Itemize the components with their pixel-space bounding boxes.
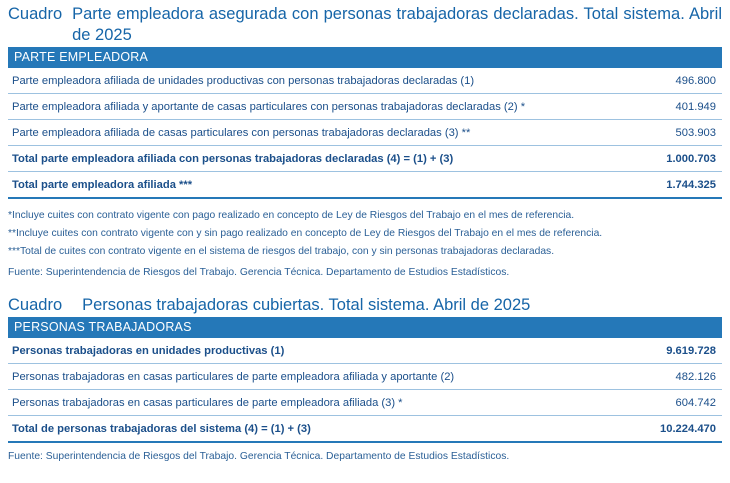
- table2-section-header: PERSONAS TRABAJADORAS: [8, 317, 722, 338]
- table1-row3-label: Total parte empleadora afiliada con personas trabajadoras declaradas (4) = (1) + (3): [8, 146, 592, 172]
- table1-row1-label: Parte empleadora afiliada y aportante de casas particulares con personas trabajadoras declaradas (2) *: [8, 94, 592, 120]
- table2-row2-value: 604.742: [592, 390, 722, 416]
- table-row: [8, 338, 722, 364]
- table2-row3-value: 10.224.470: [592, 416, 722, 443]
- table2-title-word: Cuadro: [8, 296, 63, 315]
- table1-title: [8, 4, 722, 45]
- table2-source: Fuente: Superintendencia de Riesgos del Trabajo. Gerencia Técnica. Departamento de Estudios Estadísticos.: [8, 451, 510, 463]
- table2-row0-label: Personas trabajadoras en unidades productivas (1): [8, 338, 592, 364]
- table1-row4-value: 1.744.325: [592, 172, 722, 199]
- table2-row3-label: Total de personas trabajadoras del sistema (4) = (1) + (3): [8, 416, 592, 443]
- table-row-total: [8, 416, 722, 443]
- table2-title-text: Personas trabajadoras cubiertas. Total sistema. Abril de 2025: [82, 296, 531, 315]
- table1-row1-value: 401.949: [592, 94, 722, 120]
- table2-row2-label: Personas trabajadoras en casas particulares de parte empleadora afiliada (3) *: [8, 390, 592, 416]
- table-row: [8, 364, 722, 390]
- table1-note-1: **Incluye cuites con contrato vigente con y sin pago realizado en concepto de Ley de Riesgos del Trabajo en el mes de referencia.: [8, 227, 603, 239]
- table2-row1-value: 482.126: [592, 364, 722, 390]
- table1-note-0: *Incluye cuites con contrato vigente con pago realizado en concepto de Ley de Riesgos del Trabajo en el mes de referencia.: [8, 210, 575, 222]
- table-row: [8, 68, 722, 94]
- table2-block: [8, 296, 722, 462]
- table1-source: Fuente: Superintendencia de Riesgos del Trabajo. Gerencia Técnica. Departamento de Estudios Estadísticos.: [8, 267, 510, 279]
- table-row: [8, 120, 722, 146]
- table1-row3-value: 1.000.703: [592, 146, 722, 172]
- table1: [8, 68, 722, 199]
- table-row-total: [8, 146, 722, 172]
- table-row: [8, 390, 722, 416]
- table2: [8, 338, 722, 443]
- table2-row1-label: Personas trabajadoras en casas particulares de parte empleadora afiliada y aportante (2): [8, 364, 592, 390]
- table2-row0-value: 9.619.728: [592, 338, 722, 364]
- table1-notes: [8, 208, 722, 260]
- table1-row2-label: Parte empleadora afiliada de casas particulares con personas trabajadoras declaradas (3) **: [8, 120, 592, 146]
- table1-row2-value: 503.903: [592, 120, 722, 146]
- table1-row0-label: Parte empleadora afiliada de unidades productivas con personas trabajadoras declaradas (1): [8, 68, 592, 94]
- table1-section-header: PARTE EMPLEADORA: [8, 47, 722, 68]
- table-row-total: [8, 172, 722, 199]
- table1-title-text: Parte empleadora asegurada con personas trabajadoras declaradas. Total sistema. Abril de 2025: [72, 5, 722, 44]
- table-row: [8, 94, 722, 120]
- table1-row0-value: 496.800: [592, 68, 722, 94]
- table2-title: [8, 296, 722, 315]
- table1-note-2: ***Total de cuites con contrato vigente en el sistema de riesgos del trabajo, con y sin personas trabajadoras declaradas.: [8, 245, 555, 257]
- table1-title-word: Cuadro: [8, 5, 63, 23]
- table1-row4-label: Total parte empleadora afiliada ***: [8, 172, 592, 199]
